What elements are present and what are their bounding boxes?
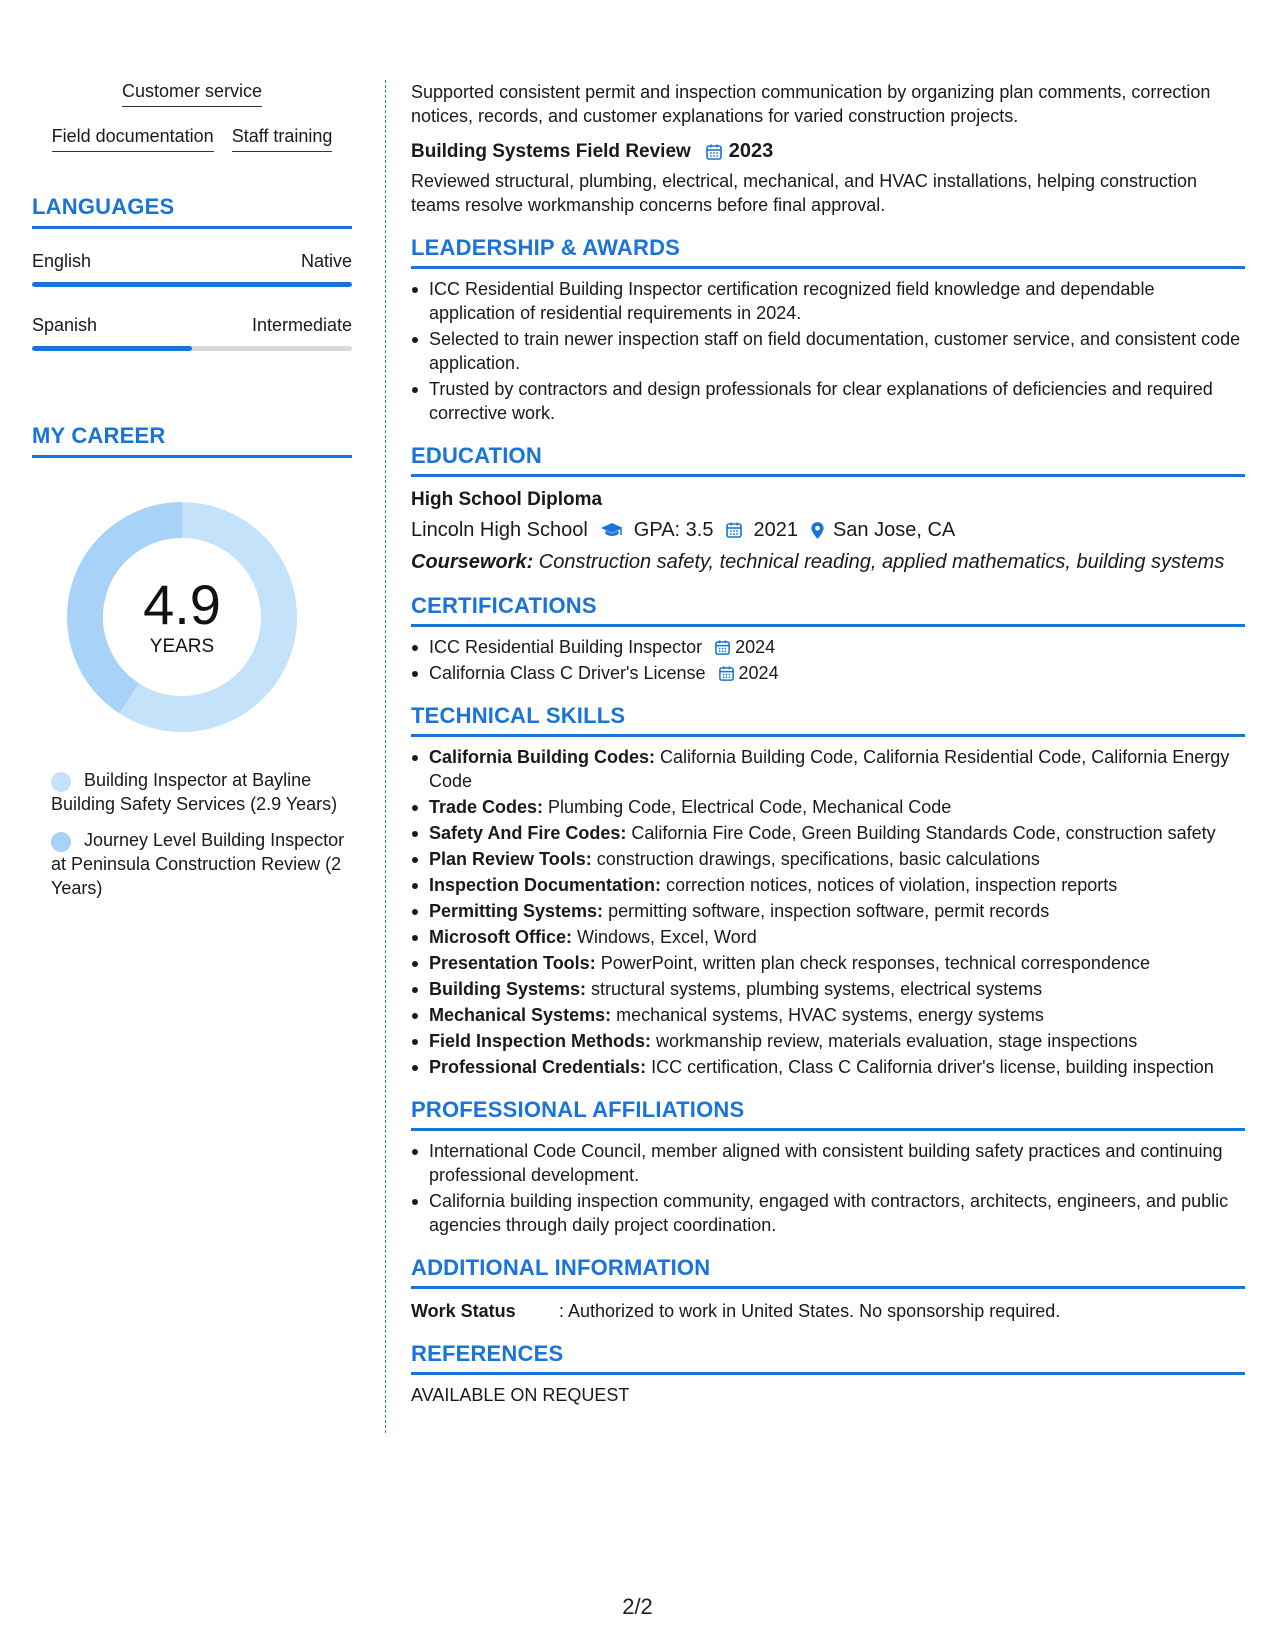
certifications-list	[411, 635, 1245, 685]
skill-chip: Staff training	[232, 125, 333, 152]
list-item	[411, 847, 1245, 871]
project-description: Reviewed structural, plumbing, electrical, mechanical, and HVAC installations, helping construction teams resolve workmanship concerns before final approval.	[411, 171, 1198, 215]
education-school: Lincoln High School	[411, 519, 588, 541]
list-item	[411, 899, 1245, 923]
skill-label: Safety And Fire Codes:	[429, 823, 627, 843]
calendar-icon	[718, 665, 735, 682]
coursework-label: Coursework:	[411, 551, 534, 573]
language-bar-fill	[32, 282, 352, 287]
career-position-label: Journey Level Building Inspector at Peninsula Construction Review (2 Years)	[51, 830, 345, 898]
skill-value: permitting software, inspection software, permit records	[603, 901, 1050, 921]
education-coursework	[411, 549, 1245, 575]
list-item	[411, 745, 1245, 793]
work-status-label: Work Status	[411, 1301, 516, 1321]
references-text: AVAILABLE ON REQUEST	[411, 1385, 630, 1405]
section-heading: CERTIFICATIONS	[411, 593, 1245, 627]
skill-label: Inspection Documentation:	[429, 875, 662, 895]
skill-value: workmanship review, materials evaluation, stage inspections	[651, 1031, 1138, 1051]
career-legend-item	[51, 828, 351, 900]
education-year: 2021	[753, 519, 798, 541]
section-heading: PROFESSIONAL AFFILIATIONS	[411, 1097, 1245, 1131]
career-total-unit: YEARS	[149, 636, 215, 657]
column-divider	[385, 80, 386, 1433]
skill-label: California Building Codes:	[429, 747, 656, 767]
certification-name: California Class C Driver's License	[429, 663, 706, 683]
skill-value: correction notices, notices of violation, inspection reports	[661, 875, 1118, 895]
education-degree: High School Diploma	[411, 489, 603, 510]
list-item	[411, 661, 1245, 685]
career-legend-item	[51, 768, 351, 816]
legend-dot	[51, 832, 71, 852]
skill-chip: Field documentation	[52, 125, 214, 152]
left-column	[32, 80, 352, 912]
list-item: Trusted by contractors and design professionals for clear explanations of deficiencies and required corrective work.	[411, 377, 1245, 425]
section-heading: REFERENCES	[411, 1341, 1245, 1375]
skill-label: Plan Review Tools:	[429, 849, 592, 869]
language-name: Spanish	[32, 315, 98, 335]
skill-value: PowerPoint, written plan check responses, technical correspondence	[595, 953, 1150, 973]
list-item	[411, 635, 1245, 659]
list-item: California building inspection community, engaged with contractors, architects, engineers, and public agencies through daily project coordination.	[411, 1189, 1245, 1237]
graduation-cap-icon	[600, 521, 624, 539]
language-bar-fill	[32, 346, 192, 351]
work-status-value: : Authorized to work in United States. No sponsorship required.	[559, 1301, 1061, 1321]
certification-name: ICC Residential Building Inspector	[429, 637, 703, 657]
list-item	[411, 977, 1245, 1001]
skill-label: Building Systems:	[429, 979, 587, 999]
skill-value: structural systems, plumbing systems, electrical systems	[586, 979, 1043, 999]
skill-label: Permitting Systems:	[429, 901, 604, 921]
location-pin-icon	[810, 521, 825, 540]
project-date: 2023	[728, 140, 774, 162]
list-item: International Code Council, member aligned with consistent building safety practices and continuing professional development.	[411, 1139, 1245, 1187]
list-item	[411, 873, 1245, 897]
list-item	[411, 951, 1245, 975]
section-heading: TECHNICAL SKILLS	[411, 703, 1245, 737]
list-item	[411, 821, 1245, 845]
chip-row	[32, 80, 352, 107]
skill-value: ICC certification, Class C California driver's license, building inspection	[646, 1057, 1214, 1077]
skill-value: Plumbing Code, Electrical Code, Mechanical Code	[543, 797, 952, 817]
languages-section	[32, 194, 352, 351]
career-section	[32, 423, 352, 900]
language-item	[32, 251, 352, 287]
section-heading: ADDITIONAL INFORMATION	[411, 1255, 1245, 1289]
language-level: Intermediate	[251, 315, 352, 335]
education-details	[411, 517, 1245, 543]
list-item: Selected to train newer inspection staff on field documentation, customer service, and consistent code application.	[411, 327, 1245, 375]
coursework-text: Construction safety, technical reading, applied mathematics, building systems	[533, 551, 1225, 573]
section-heading: MY CAREER	[32, 423, 352, 458]
skill-label: Professional Credentials:	[429, 1057, 647, 1077]
experience-intro: Supported consistent permit and inspection communication by organizing plan comments, correction notices, records, and customer explanations for varied construction projects.	[411, 82, 1211, 126]
skill-value: California Building Code, California Residential Code, California Energy Code	[429, 747, 1230, 791]
calendar-icon	[725, 521, 743, 539]
page-number: 2/2	[622, 1594, 653, 1619]
work-status-row	[411, 1299, 1245, 1323]
list-item	[411, 795, 1245, 819]
skill-chips	[32, 80, 352, 152]
skill-label: Trade Codes:	[429, 797, 544, 817]
chip-row	[32, 125, 352, 152]
list-item	[411, 1003, 1245, 1027]
skill-label: Mechanical Systems:	[429, 1005, 612, 1025]
list-item	[411, 1055, 1245, 1079]
skill-label: Field Inspection Methods:	[429, 1031, 652, 1051]
list-item	[411, 1029, 1245, 1053]
career-position-label: Building Inspector at Bayline Building Safety Services (2.9 Years)	[51, 770, 338, 814]
education-location: San Jose, CA	[832, 519, 956, 541]
calendar-icon	[714, 639, 731, 656]
skill-value: mechanical systems, HVAC systems, energy systems	[611, 1005, 1044, 1025]
language-level: Native	[300, 251, 352, 271]
language-name: English	[32, 251, 92, 271]
language-bar	[32, 282, 352, 287]
skill-chip: Customer service	[122, 80, 262, 107]
project-title: Building Systems Field Review	[411, 140, 691, 162]
technical-skills-list	[411, 745, 1245, 1079]
skill-value: construction drawings, specifications, basic calculations	[591, 849, 1040, 869]
certification-year: 2024	[735, 637, 776, 657]
skill-value: Windows, Excel, Word	[572, 927, 757, 947]
list-item: ICC Residential Building Inspector certification recognized field knowledge and dependable application of residential requirements in 2024.	[411, 277, 1245, 325]
career-total-years: 4.9	[143, 573, 221, 636]
education-gpa: GPA: 3.5	[633, 519, 714, 541]
legend-dot	[51, 772, 71, 792]
project-title-row	[411, 140, 1245, 163]
skill-label: Presentation Tools:	[429, 953, 596, 973]
affiliations-list	[411, 1139, 1245, 1237]
career-legend	[51, 768, 351, 900]
right-column	[411, 80, 1245, 1406]
certification-year: 2024	[738, 663, 779, 683]
language-bar	[32, 346, 352, 351]
section-heading: LANGUAGES	[32, 194, 352, 229]
career-donut-chart	[67, 502, 297, 732]
section-heading: LEADERSHIP & AWARDS	[411, 235, 1245, 269]
section-heading: EDUCATION	[411, 443, 1245, 477]
leadership-list	[411, 277, 1245, 425]
skill-value: California Fire Code, Green Building Standards Code, construction safety	[626, 823, 1216, 843]
language-item	[32, 315, 352, 351]
skill-label: Microsoft Office:	[429, 927, 573, 947]
calendar-icon	[705, 143, 723, 161]
list-item	[411, 925, 1245, 949]
